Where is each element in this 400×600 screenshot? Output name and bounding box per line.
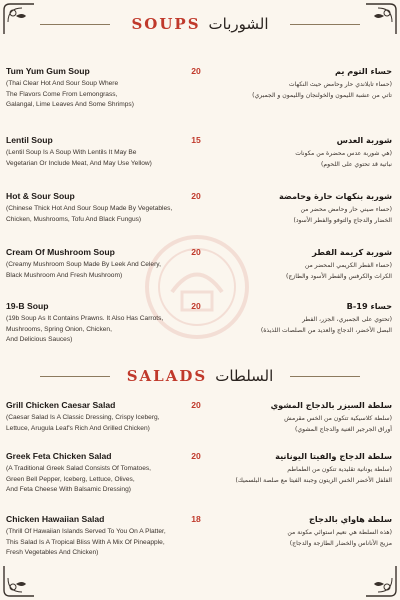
- item-name-en: Cream Of Mushroom Soup: [6, 247, 115, 257]
- item-name-en: Tum Yum Gum Soup: [6, 66, 90, 76]
- description-line: الخضار والدجاج والتوفو والفطر الأسود): [293, 216, 392, 224]
- description-line: Green Bell Pepper, Iceberg, Lettuce, Olives,: [6, 475, 135, 483]
- description-line: (19b Soup As It Contains Prawns. It Also Has Carrots,: [6, 315, 164, 322]
- item-name-en: 19-B Soup: [6, 301, 49, 311]
- corner-ornament-icon: [364, 564, 398, 598]
- description-line: (هذه السلطة هي نعيم استوائي مكونة من: [287, 529, 392, 536]
- header-divider: [40, 376, 110, 377]
- item-name-en: Chicken Hawaiian Salad: [6, 514, 105, 524]
- soups-title-ar: الشوربات: [208, 15, 269, 33]
- description-line: (Lentil Soup Is A Soup With Lentils It May Be: [6, 149, 137, 156]
- item-price: 20: [191, 400, 201, 410]
- description-line: (حساء تايلاندي حار وحامض حيث النكهات: [288, 81, 392, 88]
- description-line: (A Traditional Greek Salad Consists Of Tomatoes,: [6, 465, 152, 472]
- soups-title-en: SOUPS: [131, 15, 201, 33]
- description-line: Lettuce, Arugula Leaf's Rich And Grilled Chicken): [6, 424, 150, 432]
- item-description-en: [6, 260, 174, 281]
- item-description-ar: [222, 205, 392, 226]
- description-line: (Caesar Salad Is A Classic Dressing, Crispy Iceberg,: [6, 414, 160, 421]
- description-line: Mushrooms, Spring Onion, Chicken,: [6, 325, 112, 333]
- description-line: (هي شوربة عدس محضرة من مكونات: [295, 150, 392, 157]
- item-name-ar: شوربة العدس: [336, 135, 392, 145]
- item-description-ar: [222, 465, 392, 486]
- item-price: 15: [191, 135, 201, 145]
- item-name-ar: سلطة هاواي بالدجاج: [308, 514, 392, 524]
- description-line: (سلطة كلاسيكية تتكون من الخس مقرمش: [284, 415, 392, 422]
- description-line: Galangal, Lime Leaves And Some Shrimps): [6, 101, 134, 109]
- item-price: 20: [191, 451, 201, 461]
- description-line: This Salad Is A Tropical Bliss With A Mix Of Pineapple,: [6, 538, 165, 546]
- item-description-en: [6, 527, 174, 559]
- item-price: 18: [191, 514, 201, 524]
- header-divider: [290, 376, 360, 377]
- item-description-en: [6, 314, 174, 346]
- description-line: The Flavors Come From Lemongrass,: [6, 90, 118, 98]
- salads-title-en: SALADS: [126, 367, 208, 385]
- item-description-en: [6, 464, 174, 496]
- item-price: 20: [191, 247, 201, 257]
- description-line: الفلفل الأخضر الخس الزيتون وجبنة الفيتا مع صلصة البلسميك): [235, 476, 392, 484]
- item-name-en: Lentil Soup: [6, 135, 53, 145]
- description-line: البصل الأخضر، الدجاج والعديد من الصلصات اللذيذة): [260, 326, 392, 334]
- item-description-ar: [222, 261, 392, 282]
- description-line: And Delicious Sauces): [6, 336, 73, 344]
- description-line: (Chinese Thick Hot And Sour Soup Made By Vegetables,: [6, 205, 173, 212]
- item-price: 20: [191, 191, 201, 201]
- description-line: (تحتوي على الجمبري، الجزر، الفطر: [302, 316, 392, 323]
- salads-section-header: [0, 365, 400, 387]
- description-line: (حساء الفطر الكريمي المحضر من: [304, 262, 392, 269]
- item-price: 20: [191, 301, 201, 311]
- salads-title-ar: السلطات: [215, 367, 274, 385]
- item-description-ar: [222, 149, 392, 170]
- item-name-en: Hot & Sour Soup: [6, 191, 75, 201]
- description-line: (Creamy Mushroom Soup Made By Leek And Celery,: [6, 261, 161, 268]
- description-line: (سلطة يونانية تقليدية تتكون من الطماطم: [287, 466, 392, 473]
- item-description-ar: [222, 315, 392, 336]
- description-line: نباتية قد تحتوي على اللحوم): [321, 160, 392, 168]
- item-price: 20: [191, 66, 201, 76]
- description-line: (حساء صيني حار وحامض محضر من: [300, 206, 392, 213]
- item-name-en: Grill Chicken Caesar Salad: [6, 400, 116, 410]
- corner-ornament-icon: [2, 564, 36, 598]
- item-name-ar: سلطة السيزر بالدجاج المشوي: [270, 400, 392, 410]
- item-description-en: [6, 79, 174, 111]
- item-name-ar: شوربة كريمة الفطر: [312, 247, 392, 257]
- description-line: Black Mushroom And Fresh Mushroom): [6, 271, 123, 279]
- description-line: الكراث والكرفس والفطر الأسود والطازج): [285, 272, 392, 280]
- item-description-ar: [222, 414, 392, 435]
- item-name-ar: حساء B-19: [346, 301, 392, 311]
- soups-section-header: [0, 13, 400, 35]
- description-line: تاتي من عشبة الليمون والخولنجان والليمون و الجمبري): [252, 91, 392, 99]
- description-line: (Thrill Of Hawaiian Islands Served To You On A Platter,: [6, 528, 166, 535]
- item-description-ar: [222, 528, 392, 549]
- description-line: (Thai Clear Hot And Sour Soup Where: [6, 80, 119, 87]
- header-divider: [290, 24, 360, 25]
- description-line: أوراق الجرجير الغنية والدجاج المشوي): [294, 425, 392, 433]
- description-line: Chicken, Mushrooms, Tofu And Black Fungus): [6, 215, 142, 223]
- item-name-ar: شوربة بنكهات حارة وحامضة: [278, 191, 392, 201]
- item-name-ar: سلطة الدجاج والفيتا اليونانية: [275, 451, 392, 461]
- item-description-en: [6, 204, 174, 225]
- item-name-ar: حساء التوم يم: [334, 66, 392, 76]
- item-description-en: [6, 413, 174, 434]
- header-divider: [40, 24, 110, 25]
- item-name-en: Greek Feta Chicken Salad: [6, 451, 112, 461]
- description-line: Fresh Vegetables And Chicken): [6, 549, 99, 557]
- description-line: And Feta Cheese With Balsamic Dressing): [6, 486, 131, 494]
- item-description-en: [6, 148, 174, 169]
- description-line: مزيج الأناناس والخضار الطازجة والدجاج): [289, 539, 392, 547]
- description-line: Vegetarian Or Include Meat, And May Use Yellow): [6, 159, 152, 167]
- item-description-ar: [222, 80, 392, 101]
